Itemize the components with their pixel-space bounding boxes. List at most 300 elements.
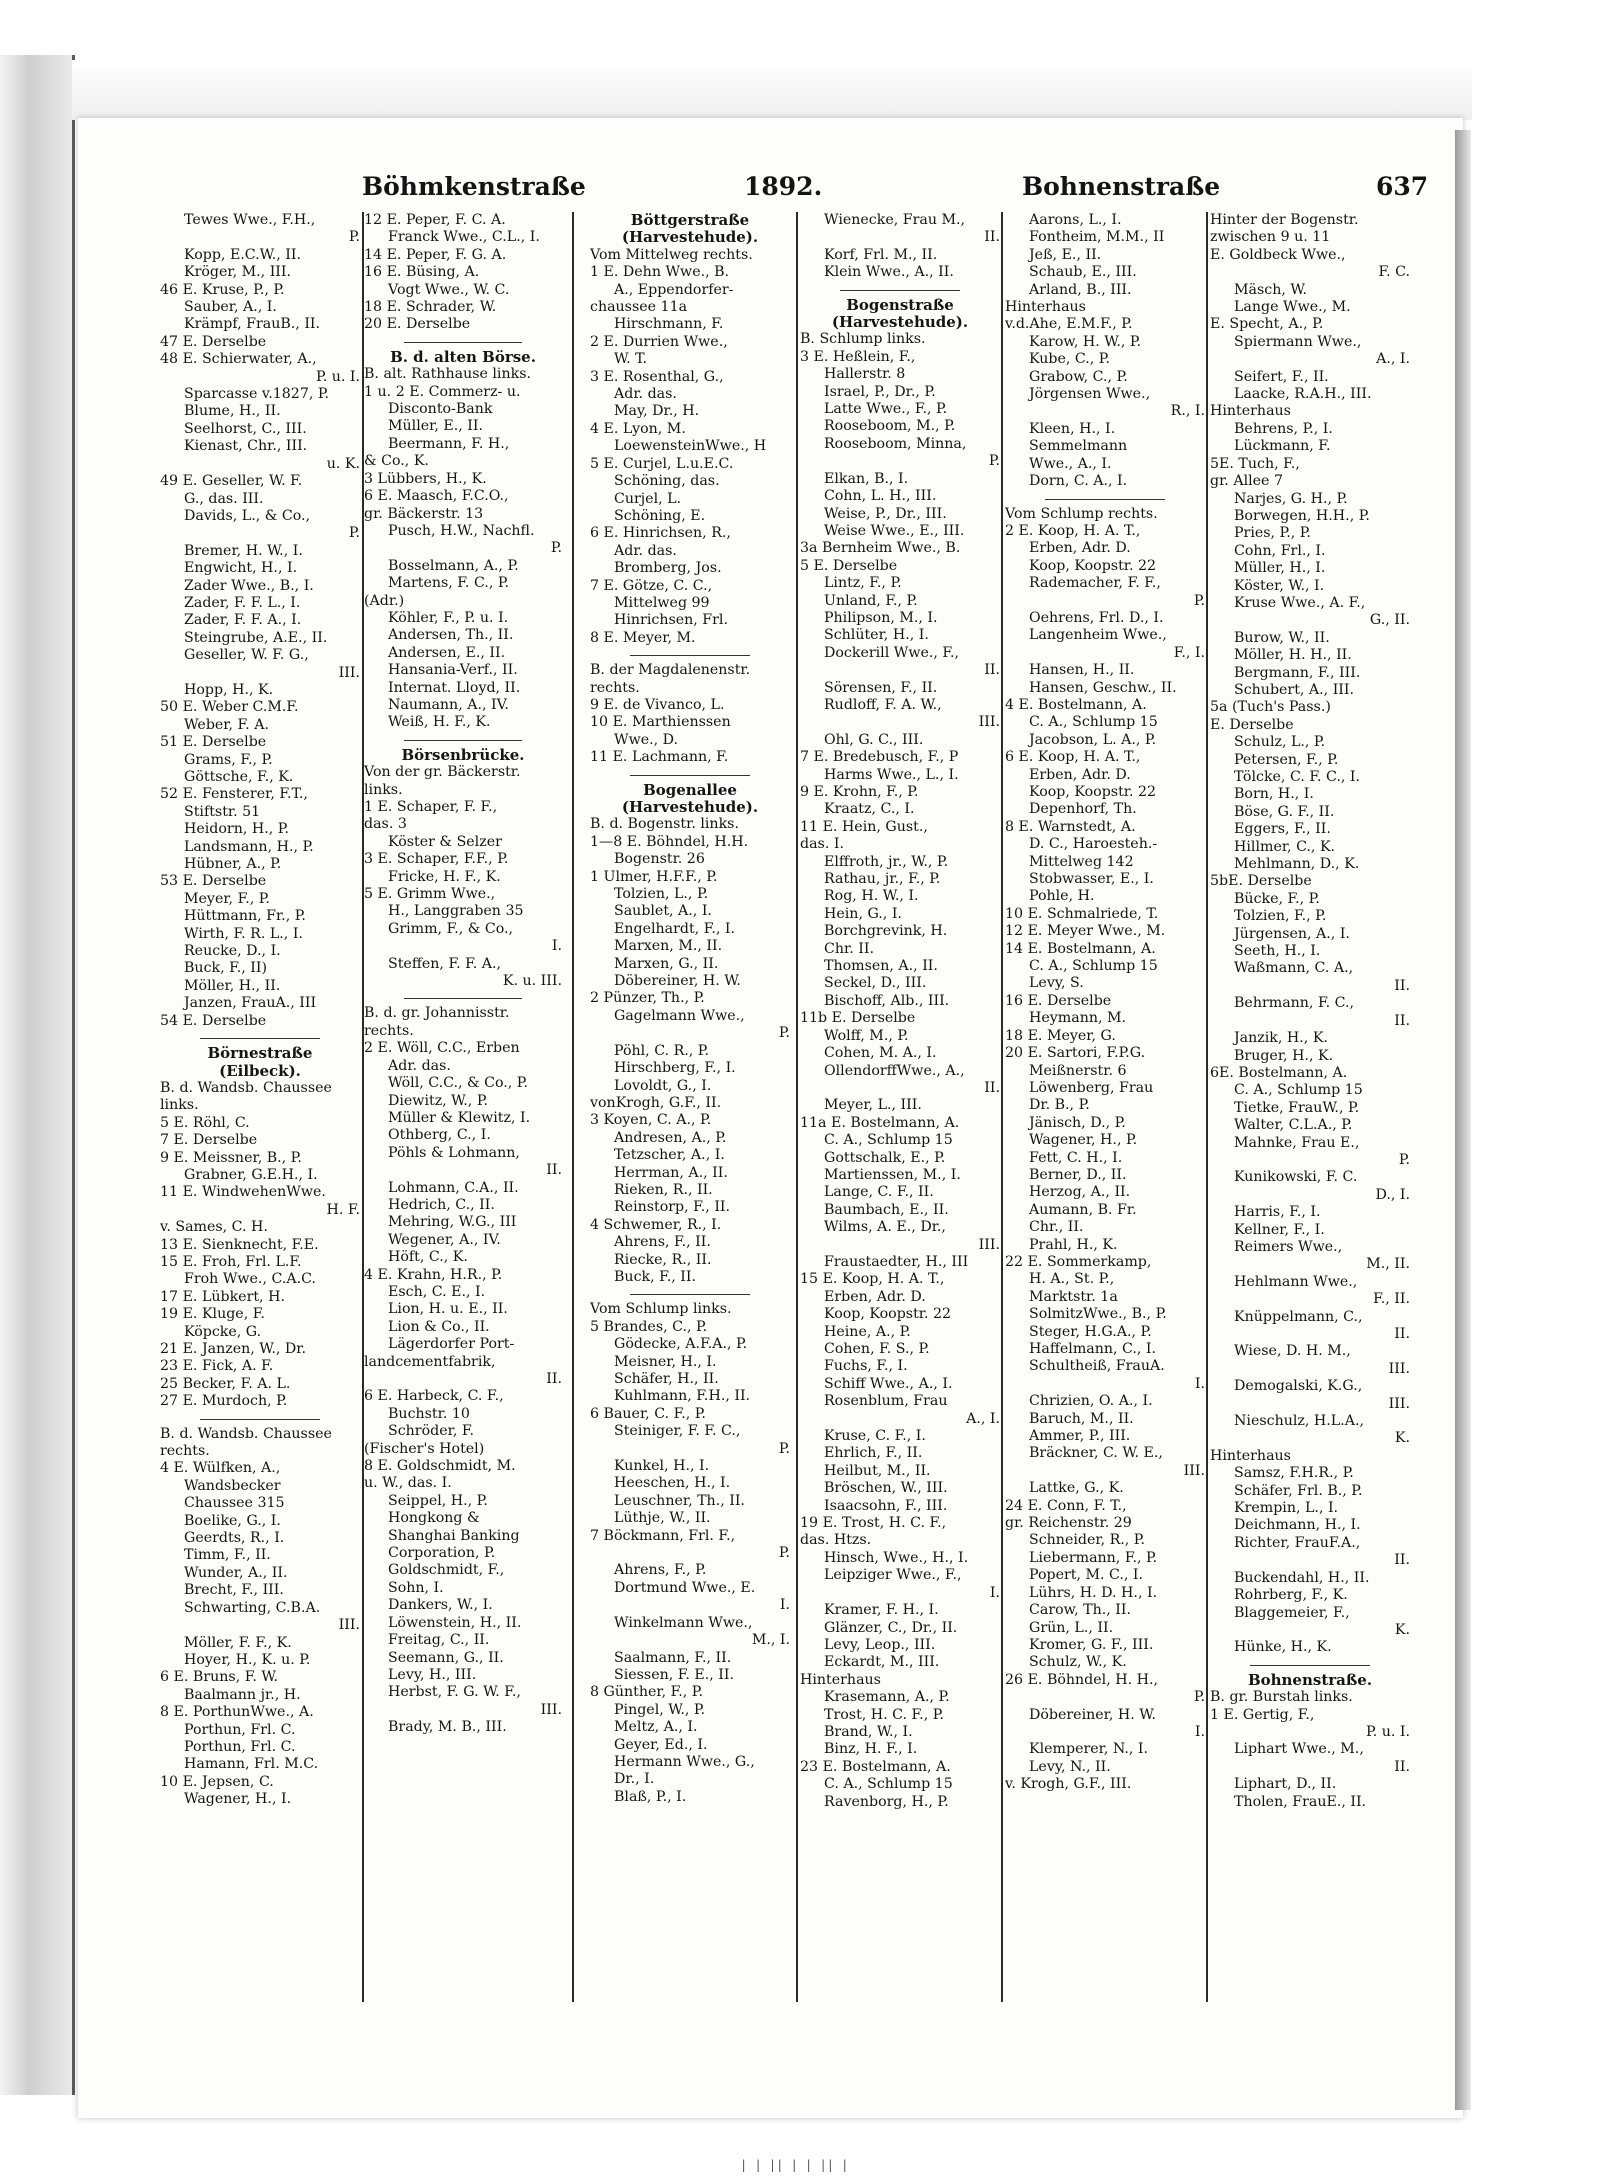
directory-entry: 12 E. Meyer Wwe., M. [1005,923,1166,940]
directory-entry: Krempin, L., I. [1234,1500,1339,1517]
directory-entry: gr. Allee 7 [1210,473,1283,490]
directory-entry: Steffen, F. F. A., [388,955,502,972]
directory-entry: Engelhardt, F., I. [614,920,735,937]
directory-entry: K. [1394,1430,1410,1447]
directory-entry: 1 Ulmer, H.F.F., P. [590,868,718,885]
directory-entry: Kromer, G. F., III. [1029,1636,1154,1653]
directory-entry: P. [1398,1151,1410,1168]
directory-entry: Krasemann, A., P. [824,1689,950,1706]
directory-entry: Unland, F., P. [824,592,918,609]
directory-entry: Sohn, I. [388,1579,444,1596]
directory-entry: Ohl, G. C., III. [824,731,924,748]
directory-entry: Behrens, P., I. [1234,420,1333,437]
directory-entry: Krämpf, FrauB., II. [184,316,321,333]
directory-entry: Hopp, H., K. [184,681,274,698]
directory-entry: H. F. [326,1201,360,1218]
directory-entry: Weber, F. A. [184,716,269,733]
section-divider [404,732,522,741]
directory-entry: Porthun, Frl. C. [184,1721,296,1738]
directory-entry: 1 E. Dehn Wwe., B. [590,264,730,281]
directory-entry: II. [1394,1326,1410,1342]
directory-entry: Hoyer, H., K. u. P. [184,1651,311,1668]
directory-entry: Rademacher, F. F., [1029,575,1161,592]
directory-entry: Haffelmann, C., I. [1029,1341,1157,1357]
directory-entry: Sauber, A., I. [184,299,277,316]
directory-entry: Reinstorp, F., II. [614,1199,731,1216]
directory-entry: Von der gr. Bäckerstr. [364,764,521,781]
directory-entry: 14 E. Bostelmann, A. [1005,940,1156,957]
column-rule [1001,212,1003,2002]
directory-entry: Schubert, A., III. [1234,681,1355,698]
directory-entry: Hansen, H., II. [1029,662,1135,679]
directory-entry: Tolzien, F., P. [1234,908,1327,925]
street-heading: (Harvestehude). [831,314,969,332]
directory-entry: Kunkel, H., I. [614,1458,710,1475]
directory-entry: Schöning, das. [614,473,720,490]
directory-entry: Ahrens, F., II. [614,1234,711,1251]
page-number: 637 [1376,172,1429,201]
directory-entry: rechts. [364,1022,414,1039]
directory-entry: 15 E. Koop, H. A. T., [800,1271,945,1288]
directory-entry: P. [778,1545,790,1562]
directory-entry: Levy, S. [1029,975,1084,992]
directory-entry: Marxen, G., II. [614,955,719,972]
directory-entry: Meyer, L., III. [824,1097,922,1114]
directory-entry: 8 E. PorthunWwe., A. [160,1704,314,1721]
directory-entry: 51 E. Derselbe [160,734,267,751]
directory-entry: Latte Wwe., F., P. [824,401,948,418]
directory-entry: Lückmann, F. [1234,438,1331,455]
street-heading: (Harvestehude). [621,229,759,247]
directory-entry: II. [1394,1758,1410,1775]
directory-entry: Gottschalk, E., P. [824,1149,946,1166]
directory-entry: Schultheiß, FrauA. [1029,1358,1165,1375]
directory-entry: Siessen, F. E., II. [614,1666,735,1683]
directory-entry: Prahl, H., K. [1029,1236,1118,1253]
directory-entry: Thomsen, A., II. [824,958,938,975]
directory-entry: Sparcasse v.1827, P. [184,386,330,403]
directory-entry: Hermann Wwe., G., [614,1753,755,1770]
directory-entry: zwischen 9 u. 11 [1210,229,1331,246]
directory-entry: Martens, F. C., P. [388,575,510,592]
directory-entry: Hein, G., I. [824,905,902,922]
directory-entry: Buck, F., II) [184,960,268,977]
directory-entry: 5 E. Derselbe [800,557,898,574]
scan-top-margin [72,60,1472,120]
directory-entry: C. A., Schlump 15 [824,1132,953,1149]
directory-entry: Andresen, A., P. [614,1129,727,1146]
directory-entry: Jänisch, D., P. [1029,1114,1126,1131]
directory-entry: Harms Wwe., L., I. [824,766,959,783]
directory-entry: Hansen, Geschw., II. [1029,679,1177,696]
directory-entry: Bremer, H. W., I. [184,542,303,559]
directory-entry: Wirth, F. R. L., I. [184,925,303,942]
directory-entry: G., das. III. [184,490,264,507]
directory-entry: Internat. Lloyd, II. [388,679,521,696]
directory-entry: F. C. [1378,264,1410,281]
directory-entry: Hinterhaus [1210,403,1291,420]
section-divider [630,1286,750,1295]
directory-entry: Mehring, W.G., III [388,1214,517,1231]
directory-entry: Köster, W., I. [1234,577,1325,594]
directory-entry: Hinterhaus [1210,1447,1291,1464]
directory-entry: rechts. [590,679,640,696]
directory-entry: Zader, F. F. A., I. [184,612,302,629]
directory-entry: Dorn, C. A., I. [1029,473,1128,490]
directory-column-2 [364,212,562,2042]
directory-entry: Elkan, B., I. [824,470,909,487]
directory-entry: 24 E. Conn, F. T., [1005,1497,1127,1514]
directory-entry: Müller & Klewitz, I. [388,1109,531,1126]
directory-entry: Ammer, P., III. [1029,1428,1131,1445]
directory-entry: Cohn, Frl., I. [1234,542,1326,559]
directory-entry: III. [338,664,360,681]
directory-entry: H. A., St. P., [1029,1271,1115,1288]
directory-entry: Mehlmann, D., K. [1234,856,1360,873]
directory-entry: Rieken, R., II. [614,1181,713,1198]
directory-entry: Döbereiner, H. W. [1029,1706,1156,1723]
directory-entry: Freitag, C., II. [388,1632,490,1649]
directory-entry: P. [550,540,562,557]
directory-entry: Geerdts, R., I. [184,1530,285,1547]
directory-entry: Weise Wwe., E., III. [824,522,965,539]
directory-entry: 6 E. Hinrichsen, R., [590,525,731,542]
directory-entry: Wwe., A., I. [1029,455,1112,472]
directory-entry: 49 E. Geseller, W. F. [160,473,303,490]
directory-entry: Stobwasser, E., I. [1029,871,1154,888]
directory-entry: Grün, L., II. [1029,1619,1114,1636]
directory-entry: I. [779,1597,790,1614]
directory-entry: II. [1394,977,1410,994]
directory-entry: I. [551,938,562,955]
directory-entry: I. [1194,1375,1205,1392]
directory-entry: Reimers Wwe., [1234,1238,1343,1255]
directory-entry: Fett, C. H., I. [1029,1149,1123,1166]
directory-entry: Herrman, A., II. [614,1164,728,1181]
directory-entry: Pöhl, C. R., P. [614,1042,709,1059]
directory-entry: 4 E. Bostelmann, A. [1005,696,1147,713]
directory-entry: 5 E. Grimm Wwe., [364,886,496,903]
directory-entry: Hinsch, Wwe., H., I. [824,1549,969,1566]
directory-entry: Lion, H. u. E., II. [388,1301,508,1318]
directory-entry: Philipson, M., I. [824,609,938,626]
directory-entry: H., Langgraben 35 [388,903,524,920]
directory-entry: F., II. [1373,1291,1410,1308]
directory-entry: 6 E. Bruns, F. W. [160,1669,278,1686]
directory-entry: F., I. [1173,644,1205,661]
directory-entry: II. [1394,1552,1410,1569]
directory-entry: Janzen, FrauA., III [184,995,317,1012]
section-divider [840,282,960,291]
directory-entry: Behrmann, F. C., [1234,995,1354,1012]
directory-entry: Hansania-Verf., II. [388,662,518,679]
directory-entry: Meisner, H., I. [614,1353,717,1370]
directory-entry: 3 E. Schaper, F.F., P. [364,851,509,868]
directory-entry: Dortmund Wwe., E. [614,1579,756,1596]
directory-entry: Timm, F., II. [184,1547,271,1564]
directory-entry: Wienecke, Frau M., [824,212,966,228]
header-left-street: Böhmkenstraße [362,172,586,201]
directory-entry: Landsmann, H., P. [184,838,314,855]
directory-entry: May, Dr., H. [614,403,700,420]
directory-entry: Hallerstr. 8 [824,366,906,383]
directory-entry: Vom Mittelweg rechts. [590,246,753,263]
directory-entry: Bücke, F., P. [1234,890,1320,907]
directory-entry: Erben, Adr. D. [824,1288,926,1305]
directory-entry: Seemann, G., II. [388,1649,504,1666]
directory-entry: Hirschmann, F. [614,316,724,333]
directory-entry: Chr. II. [824,940,874,957]
directory-entry: Eggers, F., II. [1234,821,1331,838]
page-right-edge [1455,130,1471,2110]
directory-entry: gr. Reichenstr. 29 [1005,1515,1132,1532]
directory-entry: Hedrich, C., II. [388,1196,495,1213]
directory-entry: 52 E. Fensterer, F.T., [160,786,308,803]
directory-entry: 4 E. Lyon, M. [590,420,686,437]
directory-entry: Schäfer, H., II. [614,1371,719,1387]
directory-entry: C. A., Schlump 15 [824,1776,953,1793]
directory-entry: Brecht, F., III. [184,1582,284,1599]
street-heading: Bohnenstraße. [1247,1671,1373,1689]
directory-entry: Kramer, F. H., I. [824,1602,939,1619]
directory-entry: 5 E. Curjel, L.u.E.C. [590,455,734,472]
directory-entry: 14 E. Peper, F. G. A. [364,246,507,263]
directory-entry: Langenheim Wwe., [1029,627,1167,644]
directory-entry: Jörgensen Wwe., [1029,386,1151,403]
directory-entry: Walter, C.L.A., P. [1234,1117,1353,1134]
directory-entry: G., II. [1369,612,1410,629]
directory-entry: Bröschen, W., III. [824,1480,948,1497]
directory-entry: 53 E. Derselbe [160,873,267,890]
directory-entry: Heine, A., P. [824,1323,911,1340]
directory-entry: 6 E. Harbeck, C. F., [364,1388,504,1405]
directory-entry: 3 E. Heßlein, F., [800,348,916,365]
directory-entry: Levy, Leop., III. [824,1636,936,1653]
directory-entry: Schulz, W., K. [1029,1654,1127,1671]
directory-entry: Böse, G. F., II. [1234,803,1335,820]
directory-entry: Buchstr. 10 [388,1405,470,1422]
directory-entry: Curjel, L. [614,490,682,507]
directory-entry: 23 E. Bostelmann, A. [800,1758,951,1775]
directory-entry: Porthun, Frl. C. [184,1738,296,1755]
directory-entry: 1 u. 2 E. Commerz- u. [364,383,521,400]
directory-entry: 11a E. Bostelmann, A. [800,1114,960,1131]
header-right-street: Bohnenstraße [1022,172,1221,201]
directory-entry: Liphart Wwe., M., [1234,1741,1364,1758]
directory-entry: das. Htzs. [800,1532,872,1549]
directory-entry: Heidorn, H., P. [184,821,289,838]
directory-entry: 2 E. Durrien Wwe., [590,333,728,350]
directory-entry: Born, H., I. [1234,786,1314,803]
directory-entry: Seelhorst, C., III. [184,420,307,437]
directory-entry: Petersen, F., P. [1234,751,1339,768]
directory-entry: Köhler, F., P. u. I. [388,609,509,626]
directory-entry: Döbereiner, H. W. [614,973,741,990]
directory-entry: B. gr. Burstah links. [1210,1689,1353,1706]
directory-entry: Goldschmidt, F., [388,1562,505,1579]
directory-entry: Mittelweg 142 [1029,853,1134,870]
directory-entry: Arland, B., III. [1029,281,1132,298]
directory-entry: links. [364,781,403,798]
directory-entry: Heymann, M. [1029,1010,1127,1027]
directory-entry: III. [1388,1360,1410,1377]
directory-entry: II. [984,1079,1000,1096]
directory-entry: 19 E. Kluge, F. [160,1306,265,1323]
directory-entry: Beermann, F. H., [388,435,510,452]
directory-entry: Klemperer, N., I. [1029,1741,1149,1758]
directory-entry: Bosselmann, A., P. [388,557,519,574]
directory-entry: Pusch, H.W., Nachfl. [388,522,535,539]
directory-entry: Wegener, A., IV. [388,1231,501,1248]
directory-entry: Hünke, H., K. [1234,1639,1332,1656]
directory-entry: Andersen, Th., II. [388,627,514,644]
directory-entry: Koop, Koopstr. 22 [824,1306,952,1323]
directory-entry: 3 Lübbers, H., K. [364,470,487,487]
directory-entry: Richter, FrauF.A., [1234,1534,1361,1551]
directory-entry: Schröder, F. [388,1423,474,1440]
directory-entry: 6 Bauer, C. F., P. [590,1405,706,1422]
directory-entry: Pries, P., P. [1234,525,1311,542]
directory-entry: Cohn, L. H., III. [824,488,937,505]
footer-scan-marks: | | || | | || | [740,2158,849,2172]
directory-entry: chaussee 11a [590,299,688,316]
directory-entry: Lattke, G., K. [1029,1480,1124,1497]
directory-entry: Dr., I. [614,1771,655,1788]
directory-entry: Tewes Wwe., F.H., [184,212,316,228]
directory-entry: 15 E. Froh, Frl. L.F. [160,1253,302,1270]
directory-entry: 16 E. Büsing, A. [364,264,480,281]
directory-entry: Boelike, G., I. [184,1512,281,1529]
directory-entry: Hinrichsen, Frl. [614,612,728,629]
directory-entry: Pingel, W., P. [614,1701,706,1718]
directory-entry: III. [1388,1395,1410,1412]
directory-entry: 5 Brandes, C., P. [590,1318,708,1335]
directory-entry: Wwe., D. [614,731,679,748]
directory-entry: Geseller, W. F. G., [184,647,309,664]
directory-entry: 5E. Tuch, F., [1210,455,1300,472]
directory-entry: 20 E. Sartori, F.P.G. [1005,1045,1146,1062]
directory-entry: Adr. das. [614,386,677,403]
directory-entry: Köpcke, G. [184,1323,262,1340]
directory-entry: 11b E. Derselbe [800,1010,916,1027]
directory-entry: Levy, H., III. [388,1666,477,1683]
directory-entry: 25 Becker, F. A. L. [160,1375,291,1392]
directory-entry: Laacke, R.A.H., III. [1234,386,1372,403]
directory-entry: 18 E. Schrader, W. [364,299,497,316]
directory-entry: Bogenstr. 26 [614,851,705,868]
directory-entry: 10 E. Jepsen, C. [160,1773,274,1790]
street-heading: (Harvestehude). [621,799,759,816]
directory-entry: Kleen, H., I. [1029,420,1116,437]
directory-entry: Martienssen, M., I. [824,1166,961,1183]
directory-entry: Shanghai Banking [388,1527,520,1544]
directory-entry: Mittelweg 99 [614,594,710,611]
directory-entry: Meltz, A., I. [614,1719,698,1736]
directory-entry: 18 E. Meyer, G. [1005,1027,1116,1044]
directory-entry: 8 E. Goldschmidt, M. [364,1458,516,1475]
directory-entry: Aumann, B. Fr. [1029,1201,1137,1218]
directory-entry: Hüttmann, Fr., P. [184,908,306,925]
directory-entry: 3 Koyen, C. A., P. [590,1112,712,1129]
directory-entry: Erben, Adr. D. [1029,540,1131,557]
directory-entry: 11 E. Hein, Gust., [800,818,928,835]
directory-entry: Tolzien, L., P. [614,886,709,903]
directory-entry: 6E. Bostelmann, A. [1210,1064,1348,1081]
directory-entry: 2 E. Koop, H. A. T., [1005,522,1141,539]
directory-entry: III. [1183,1462,1205,1479]
directory-entry: Trost, H. C. F., P. [824,1706,944,1723]
directory-entry: Buckendahl, H., II. [1234,1569,1370,1586]
directory-entry: Ahrens, F., P. [614,1562,707,1579]
directory-entry: Tholen, FrauE., II. [1234,1793,1367,1810]
directory-entry: & Co., K. [364,453,429,470]
directory-entry: Fuchs, F., I. [824,1358,908,1375]
directory-entry: Schiff Wwe., A., I. [824,1375,953,1392]
directory-entry: Ehrlich, F., II. [824,1445,923,1462]
directory-entry: Wöll, C.C., & Co., P. [388,1075,528,1092]
directory-entry: 22 E. Sommerkamp, [1005,1253,1152,1270]
directory-entry: Liphart, D., II. [1234,1776,1337,1793]
directory-entry: Jacobson, L. A., P. [1029,731,1157,748]
directory-entry: B. Schlump links. [800,331,926,348]
directory-entry: Depenhorf, Th. [1029,801,1137,818]
directory-entry: Koop, Koopstr. 22 [1029,784,1157,800]
directory-entry: Herbst, F. G. W. F., [388,1684,521,1701]
directory-entry: Rathau, jr., F., P. [824,871,941,888]
section-divider [200,1030,320,1039]
directory-entry: Steingrube, A.E., II. [184,629,328,646]
directory-entry: B. d. gr. Johannisstr. [364,1005,510,1022]
directory-entry: Dockerill Wwe., F., [824,644,960,661]
street-heading: B. d. alten Börse. [390,348,536,366]
directory-entry: Grabner, G.E.H., I. [184,1166,318,1183]
directory-entry: Eckardt, M., III. [824,1654,940,1671]
directory-entry: Kunikowski, F. C. [1234,1169,1358,1186]
column-rule [572,212,574,2002]
directory-entry: Kube, C., P. [1029,351,1110,368]
directory-entry: Cohen, M. A., I. [824,1045,937,1062]
directory-entry: rechts. [160,1443,210,1460]
directory-entry: R., I. [1170,403,1205,420]
directory-entry: Tetzscher, A., I. [614,1147,725,1164]
directory-entry: Lovoldt, G., I. [614,1077,712,1094]
directory-entry: Fontheim, M.M., II [1029,229,1165,246]
directory-entry: P. [1193,1689,1205,1706]
directory-entry: Demogalski, K.G., [1234,1378,1363,1395]
directory-entry: 8 E. Meyer, M. [590,629,696,646]
directory-entry: III. [978,714,1000,731]
directory-entry: 8 E. Warnstedt, A. [1005,818,1136,835]
directory-column-5 [1005,212,1205,2042]
directory-entry: Chrizien, O. A., I. [1029,1393,1153,1410]
directory-entry: Brand, W., I. [824,1723,913,1740]
directory-entry: III. [540,1701,562,1718]
directory-entry: B. d. Bogenstr. links. [590,816,739,833]
directory-entry: 13 E. Sienknecht, F.E. [160,1236,319,1253]
directory-entry: 6 E. Maasch, F.C.O., [364,488,509,505]
directory-entry: II. [984,662,1000,679]
directory-entry: Lüthje, W., II. [614,1510,711,1527]
directory-entry: Carow, Th., II. [1029,1602,1131,1619]
directory-entry: Zader Wwe., B., I. [184,577,314,594]
directory-entry: Seckel, D., III. [824,975,927,992]
directory-entry: P. [348,525,360,542]
directory-entry: Karow, H. W., P. [1029,333,1142,350]
column-rule [796,212,798,2002]
directory-entry: Vogt Wwe., W. C. [388,281,510,298]
directory-entry: v.d.Ahe, E.M.F., P. [1005,316,1133,333]
street-heading: (Eilbeck). [219,1062,301,1080]
